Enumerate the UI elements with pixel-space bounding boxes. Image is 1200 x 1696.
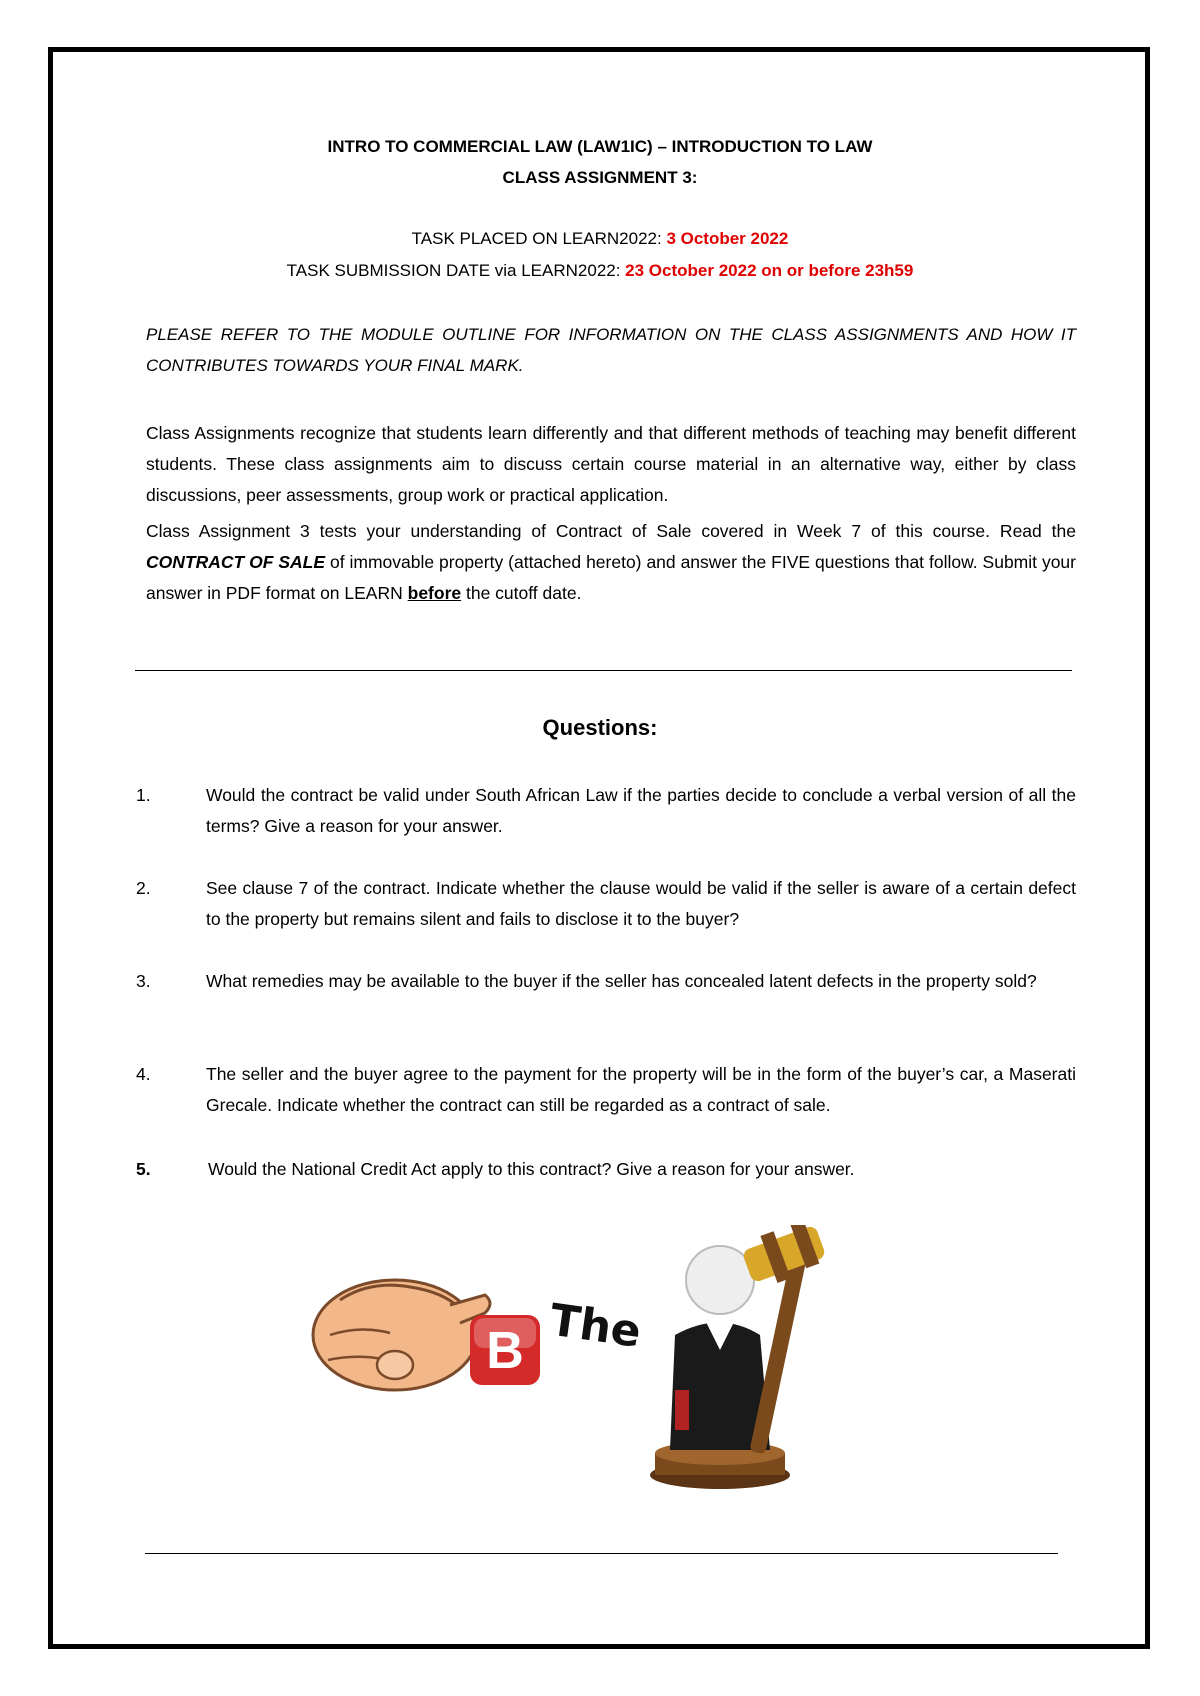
question-number: 3. xyxy=(136,971,151,991)
question-text: What remedies may be available to the buyer if the seller has concealed latent defects in the property sold? xyxy=(206,971,1037,991)
task-placed-label: TASK PLACED ON LEARN2022: xyxy=(411,229,667,248)
badge-letter: B xyxy=(486,1322,524,1380)
divider-top xyxy=(135,670,1072,671)
question-text: The seller and the buyer agree to the payment for the property will be in the form of the buyer’s car, a Maserati Grecale. Indicate whether the contract can still be regarded as a contract of sale. xyxy=(206,1064,1076,1115)
contract-of-sale-emphasis: CONTRACT OF SALE xyxy=(146,552,326,572)
task-submission xyxy=(0,261,1200,281)
before-emphasis: before xyxy=(407,583,462,603)
task-submission-label: TASK SUBMISSION DATE via LEARN2022: xyxy=(286,261,626,280)
course-title: INTRO TO COMMERCIAL LAW (LAW1IC) – INTRODUCTION TO LAW xyxy=(327,137,873,156)
intro-paragraph-2 xyxy=(146,516,1076,609)
divider-bottom xyxy=(145,1553,1058,1554)
question-number: 4. xyxy=(136,1064,151,1084)
task-placed xyxy=(0,229,1200,249)
module-outline-note: PLEASE REFER TO THE MODULE OUTLINE FOR INFORMATION ON THE CLASS ASSIGNMENTS AND HOW IT CONTRIBUTES TOWARDS YOUR FINAL MARK. xyxy=(146,325,1076,375)
question-number: 2. xyxy=(136,878,151,898)
questions-heading: Questions: xyxy=(542,715,658,740)
intro-p2-part-e: the cutoff date. xyxy=(461,583,582,603)
pointing-hand-icon xyxy=(313,1280,490,1390)
the-word: The xyxy=(546,1294,645,1358)
clipart-be-the-judge xyxy=(300,1225,940,1495)
assignment-title: CLASS ASSIGNMENT 3: xyxy=(502,168,698,187)
intro-p2-part-c: of immovable property (attached hereto) and answer the FIVE questions that follow. Submit your answer in PDF format on LEARN xyxy=(146,552,1076,603)
question-number: 1. xyxy=(136,785,151,805)
badge-b-icon xyxy=(470,1315,540,1385)
question-number: 5. xyxy=(136,1159,151,1179)
question-text: Would the National Credit Act apply to this contract? Give a reason for your answer. xyxy=(208,1159,855,1179)
intro-paragraph-1: Class Assignments recognize that students learn differently and that different methods of teaching may benefit different students. These class assignments aim to discuss certain course material in an alternative way, either by class discussions, peer assessments, group work or practical application. xyxy=(146,423,1076,505)
question-text: Would the contract be valid under South African Law if the parties decide to conclude a verbal version of all the terms? Give a reason for your answer. xyxy=(206,785,1076,836)
question-text: See clause 7 of the contract. Indicate whether the clause would be valid if the seller is aware of a certain defect to the property but remains silent and fails to disclose it to the buyer? xyxy=(206,878,1076,929)
intro-p2-part-a: Class Assignment 3 tests your understanding of Contract of Sale covered in Week 7 of this course. Read the xyxy=(146,521,1076,541)
task-placed-date: 3 October 2022 xyxy=(666,229,789,248)
task-submission-date: 23 October 2022 on or before 23h59 xyxy=(625,261,914,280)
